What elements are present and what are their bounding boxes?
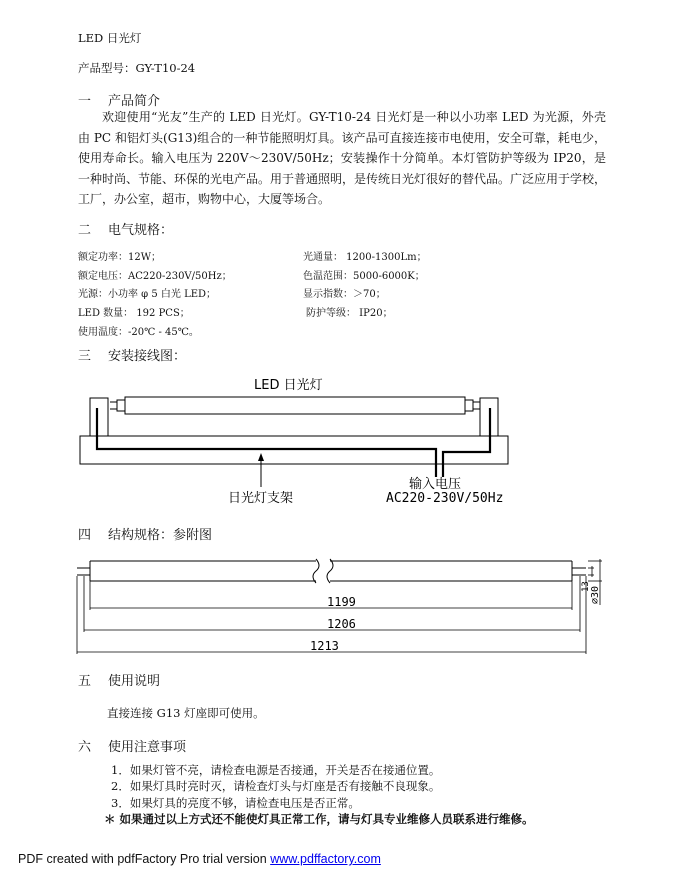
spec-voltage: 额定电压：AC220-230V/50Hz；: [78, 271, 232, 282]
break-line-left: [313, 559, 319, 583]
break-line-right: [327, 559, 333, 583]
section-5-heading: [78, 670, 160, 689]
spec-temp: 使用温度：-20℃ - 45℃。: [78, 327, 199, 338]
spec-source: 光源：小功率 φ 5 白光 LED；: [78, 289, 217, 300]
note-item-1: 1．如果灯管不亮，请检查电源是否接通，开关是否在接通位置。: [111, 763, 441, 777]
section-2-number: 二: [78, 223, 92, 238]
section-5-title: 使用说明: [108, 674, 161, 689]
section-6-title: 使用注意事项: [108, 740, 187, 755]
section-1-number: 一: [78, 94, 92, 109]
section-4-number: 四: [78, 528, 92, 543]
note-item-2: 2．如果灯具时亮时灭，请检查灯头与灯座是否有接触不良现象。: [111, 779, 441, 793]
spec-ip: 防护等级： IP20；: [306, 308, 393, 319]
lamp-tube: [125, 397, 465, 414]
lamp-bracket: [80, 436, 508, 464]
right-socket-post: [480, 398, 498, 436]
section-6-number: 六: [78, 740, 92, 755]
input-voltage-label: 输入电压: [409, 477, 462, 492]
warning-note: ＊ 如果通过以上方式还不能使灯具正常工作，请与灯具专业维修人员联系进行维修。: [104, 812, 534, 826]
bracket-label: 日光灯支架: [228, 491, 294, 506]
lamp-label: LED 日光灯: [254, 378, 323, 393]
intro-paragraph: [78, 107, 606, 210]
section-3-title: 安装接线图：: [108, 349, 187, 364]
wire-left: [97, 408, 436, 477]
break-gap: [316, 559, 330, 584]
section-2-heading: [78, 219, 173, 238]
section-4-heading: [78, 524, 212, 543]
section-3-heading: [78, 345, 186, 364]
spec-cct: 色温范围：5000-6000K；: [303, 271, 425, 282]
section-6-heading: [78, 736, 186, 755]
spec-cri: 显示指数：＞70；: [303, 289, 386, 300]
section-5-number: 五: [78, 674, 92, 689]
dimension-30: ∅30: [590, 585, 601, 604]
dimension-1206: 1206: [327, 617, 356, 631]
note-item-3: 3．如果灯具的亮度不够，请检查电压是否正常。: [111, 796, 360, 810]
usage-text: 直接连接 G13 灯座即可使用。: [107, 706, 265, 720]
dimension-13: 13: [581, 581, 591, 592]
lamp-end-cap-left: [117, 400, 125, 411]
dimension-1213: 1213: [310, 639, 339, 653]
product-model: 产品型号：GY-T10-24: [78, 61, 196, 75]
spec-led-count: LED 数量： 192 PCS；: [78, 308, 190, 319]
intro-text: 欢迎使用“光友”生产的 LED 日光灯。GY-T10-24 日光灯是一种以小功率 LED 为光源，外壳由 PC 和铝灯头(G13)组合的一种节能照明灯具。该产品可直接连接市电使用，安全可靠，耗电少，使用寿命长。输入电压为 220V～230V/50Hz；安装操作十分简单。本灯管防护等级为 IP20，是一种时尚、节能、环保的光电产品。用于普通照明，是传统日光灯很好的替代品。广泛应用于学校，工厂，办公室，超市，购物中心，大厦等场合。: [78, 110, 607, 206]
section-3-number: 三: [78, 349, 92, 364]
pdf-footer: [18, 852, 381, 866]
section-2-title: 电气规格：: [108, 223, 174, 238]
spec-flux: 光通量： 1200-1300Lm；: [303, 252, 427, 263]
lamp-end-cap-right: [465, 400, 473, 411]
wire-right: [443, 408, 490, 477]
footer-link[interactable]: www.pdffactory.com: [270, 852, 381, 866]
spec-power: 额定功率：12W；: [78, 252, 162, 263]
input-voltage-value: AC220-230V/50Hz: [386, 491, 504, 506]
left-socket-post: [90, 398, 108, 436]
section-1-title: 产品简介: [108, 94, 161, 109]
footer-text: PDF created with pdfFactory Pro trial version: [18, 852, 271, 866]
section-4-title: 结构规格：参附图: [108, 528, 213, 543]
document-title: LED 日光灯: [78, 31, 142, 45]
bracket-pointer-arrow: [258, 453, 264, 461]
dimension-1199: 1199: [327, 595, 356, 609]
